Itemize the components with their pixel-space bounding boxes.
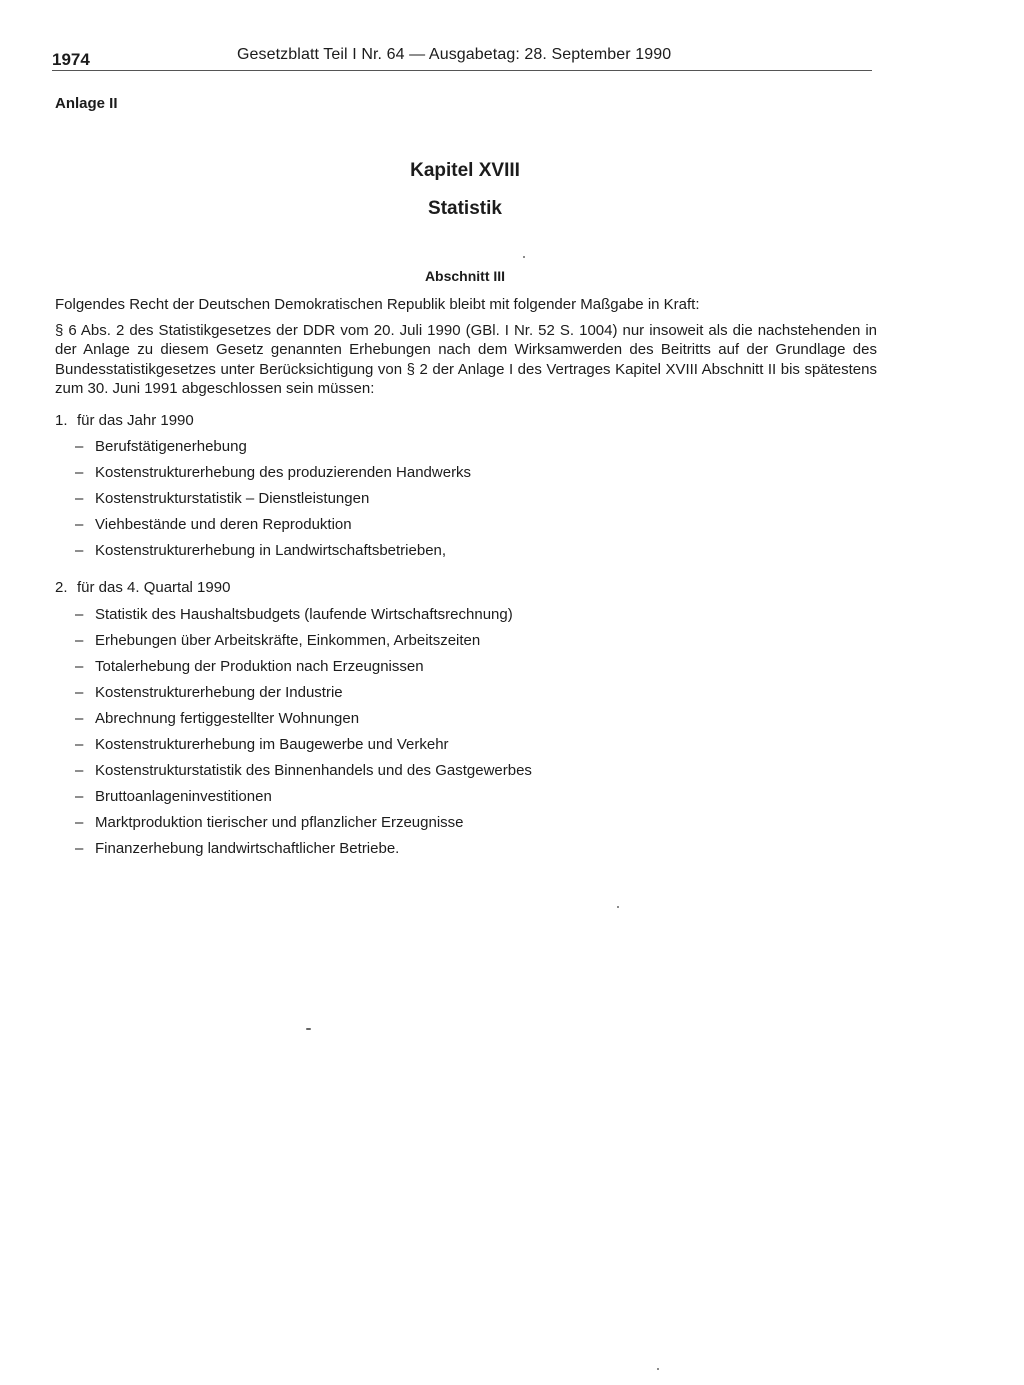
chapter-subtitle: Statistik bbox=[428, 198, 502, 219]
list-item-text: Totalerhebung der Produktion nach Erzeugnissen bbox=[95, 657, 424, 675]
list-item bbox=[75, 628, 877, 654]
chapter-title: Kapitel XVIII bbox=[410, 160, 520, 181]
list-dash: – bbox=[75, 516, 84, 534]
list-dash: – bbox=[75, 657, 84, 675]
list-item bbox=[75, 602, 877, 628]
group-heading-text: für das 4. Quartal 1990 bbox=[77, 579, 231, 596]
list-item-text: Kostenstrukturerhebung in Landwirtschaftsbetrieben, bbox=[95, 542, 447, 560]
list-dash: – bbox=[75, 787, 84, 805]
running-head: Gesetzblatt Teil I Nr. 64 — Ausgabetag: 28. September 1990 bbox=[237, 46, 672, 63]
list-dash: – bbox=[75, 709, 84, 727]
list-item-text: Statistik des Haushaltsbudgets (laufende Wirtschaftsrechnung) bbox=[95, 605, 513, 623]
list-dash: – bbox=[75, 683, 84, 701]
page-header bbox=[52, 44, 872, 71]
survey-group-year-1990 bbox=[55, 411, 877, 565]
list-item bbox=[75, 486, 877, 512]
group-number: 2. bbox=[55, 579, 68, 596]
intro-paragraph: Folgendes Recht der Deutschen Demokratischen Republik bleibt mit folgender Maßgabe in Kraft: bbox=[55, 296, 700, 313]
list-dash: – bbox=[75, 839, 84, 857]
list-item bbox=[75, 758, 877, 784]
section-title: Abschnitt III bbox=[424, 268, 506, 284]
provision-paragraph: § 6 Abs. 2 des Statistikgesetzes der DDR vom 20. Juli 1990 (GBl. I Nr. 52 S. 1004) nur insoweit als die nachstehenden in der Anlage zu diesem Gesetz genannten Erhebungen nach dem Wirksamwerden des Beitritts auf der Grundlage des Bundesstatistikgesetzes unter Berücksichtigung von § 2 der Anlage I des Vertrages Kapitel XVIII Abschnitt II bis spätestens zum 30. Juni 1991 abgeschlossen sein müssen: bbox=[55, 321, 877, 397]
list-item bbox=[75, 680, 877, 706]
list-dash: – bbox=[75, 631, 84, 649]
survey-group-q4-1990 bbox=[55, 578, 877, 862]
list-dash: – bbox=[75, 605, 84, 623]
list-dash: – bbox=[75, 464, 84, 482]
list-item-text: Kostenstrukturerhebung des produzierenden Handwerks bbox=[95, 464, 472, 482]
group-heading-text: für das Jahr 1990 bbox=[77, 411, 194, 429]
list-item-text: Kostenstrukturstatistik des Binnenhandels und des Gastgewerbes bbox=[95, 761, 532, 779]
list-item bbox=[75, 836, 877, 862]
list-item bbox=[75, 784, 877, 810]
list-item bbox=[75, 706, 877, 732]
annex-label: Anlage II bbox=[55, 95, 118, 112]
survey-list bbox=[55, 434, 877, 564]
section-body bbox=[55, 295, 877, 876]
list-dash: – bbox=[75, 761, 84, 779]
list-item-text: Finanzerhebung landwirtschaftlicher Betriebe. bbox=[95, 839, 400, 857]
survey-list bbox=[55, 602, 877, 862]
list-dash: – bbox=[75, 735, 84, 753]
list-item bbox=[75, 810, 877, 836]
list-item-text: Kostenstrukturerhebung der Industrie bbox=[95, 683, 343, 701]
page-number: 1974 bbox=[52, 50, 90, 69]
group-heading bbox=[55, 578, 877, 598]
list-item-text: Abrechnung fertiggestellter Wohnungen bbox=[95, 709, 360, 727]
list-item bbox=[75, 460, 877, 486]
group-heading bbox=[55, 411, 877, 431]
list-item-text: Erhebungen über Arbeitskräfte, Einkommen, Arbeitszeiten bbox=[95, 631, 481, 649]
scan-speck bbox=[523, 256, 525, 258]
list-item-text: Marktproduktion tierischer und pflanzlicher Erzeugnisse bbox=[95, 813, 464, 831]
scan-speck bbox=[617, 906, 619, 908]
list-item-text: Bruttoanlageninvestitionen bbox=[95, 787, 272, 805]
list-dash: – bbox=[75, 490, 84, 508]
list-item bbox=[75, 512, 877, 538]
list-dash: – bbox=[75, 438, 84, 456]
list-item bbox=[75, 654, 877, 680]
list-item-text: Kostenstrukturerhebung im Baugewerbe und Verkehr bbox=[95, 735, 449, 753]
list-item-text: Viehbestände und deren Reproduktion bbox=[95, 516, 352, 534]
list-dash: – bbox=[75, 542, 84, 560]
group-number: 1. bbox=[55, 411, 68, 429]
list-item bbox=[75, 434, 877, 460]
scan-speck bbox=[306, 1028, 311, 1030]
list-item bbox=[75, 538, 877, 564]
list-dash: – bbox=[75, 813, 84, 831]
scan-speck bbox=[657, 1368, 659, 1370]
list-item bbox=[75, 732, 877, 758]
list-item-text: Kostenstrukturstatistik – Dienstleistungen bbox=[95, 490, 370, 508]
list-item-text: Berufstätigenerhebung bbox=[95, 438, 247, 456]
